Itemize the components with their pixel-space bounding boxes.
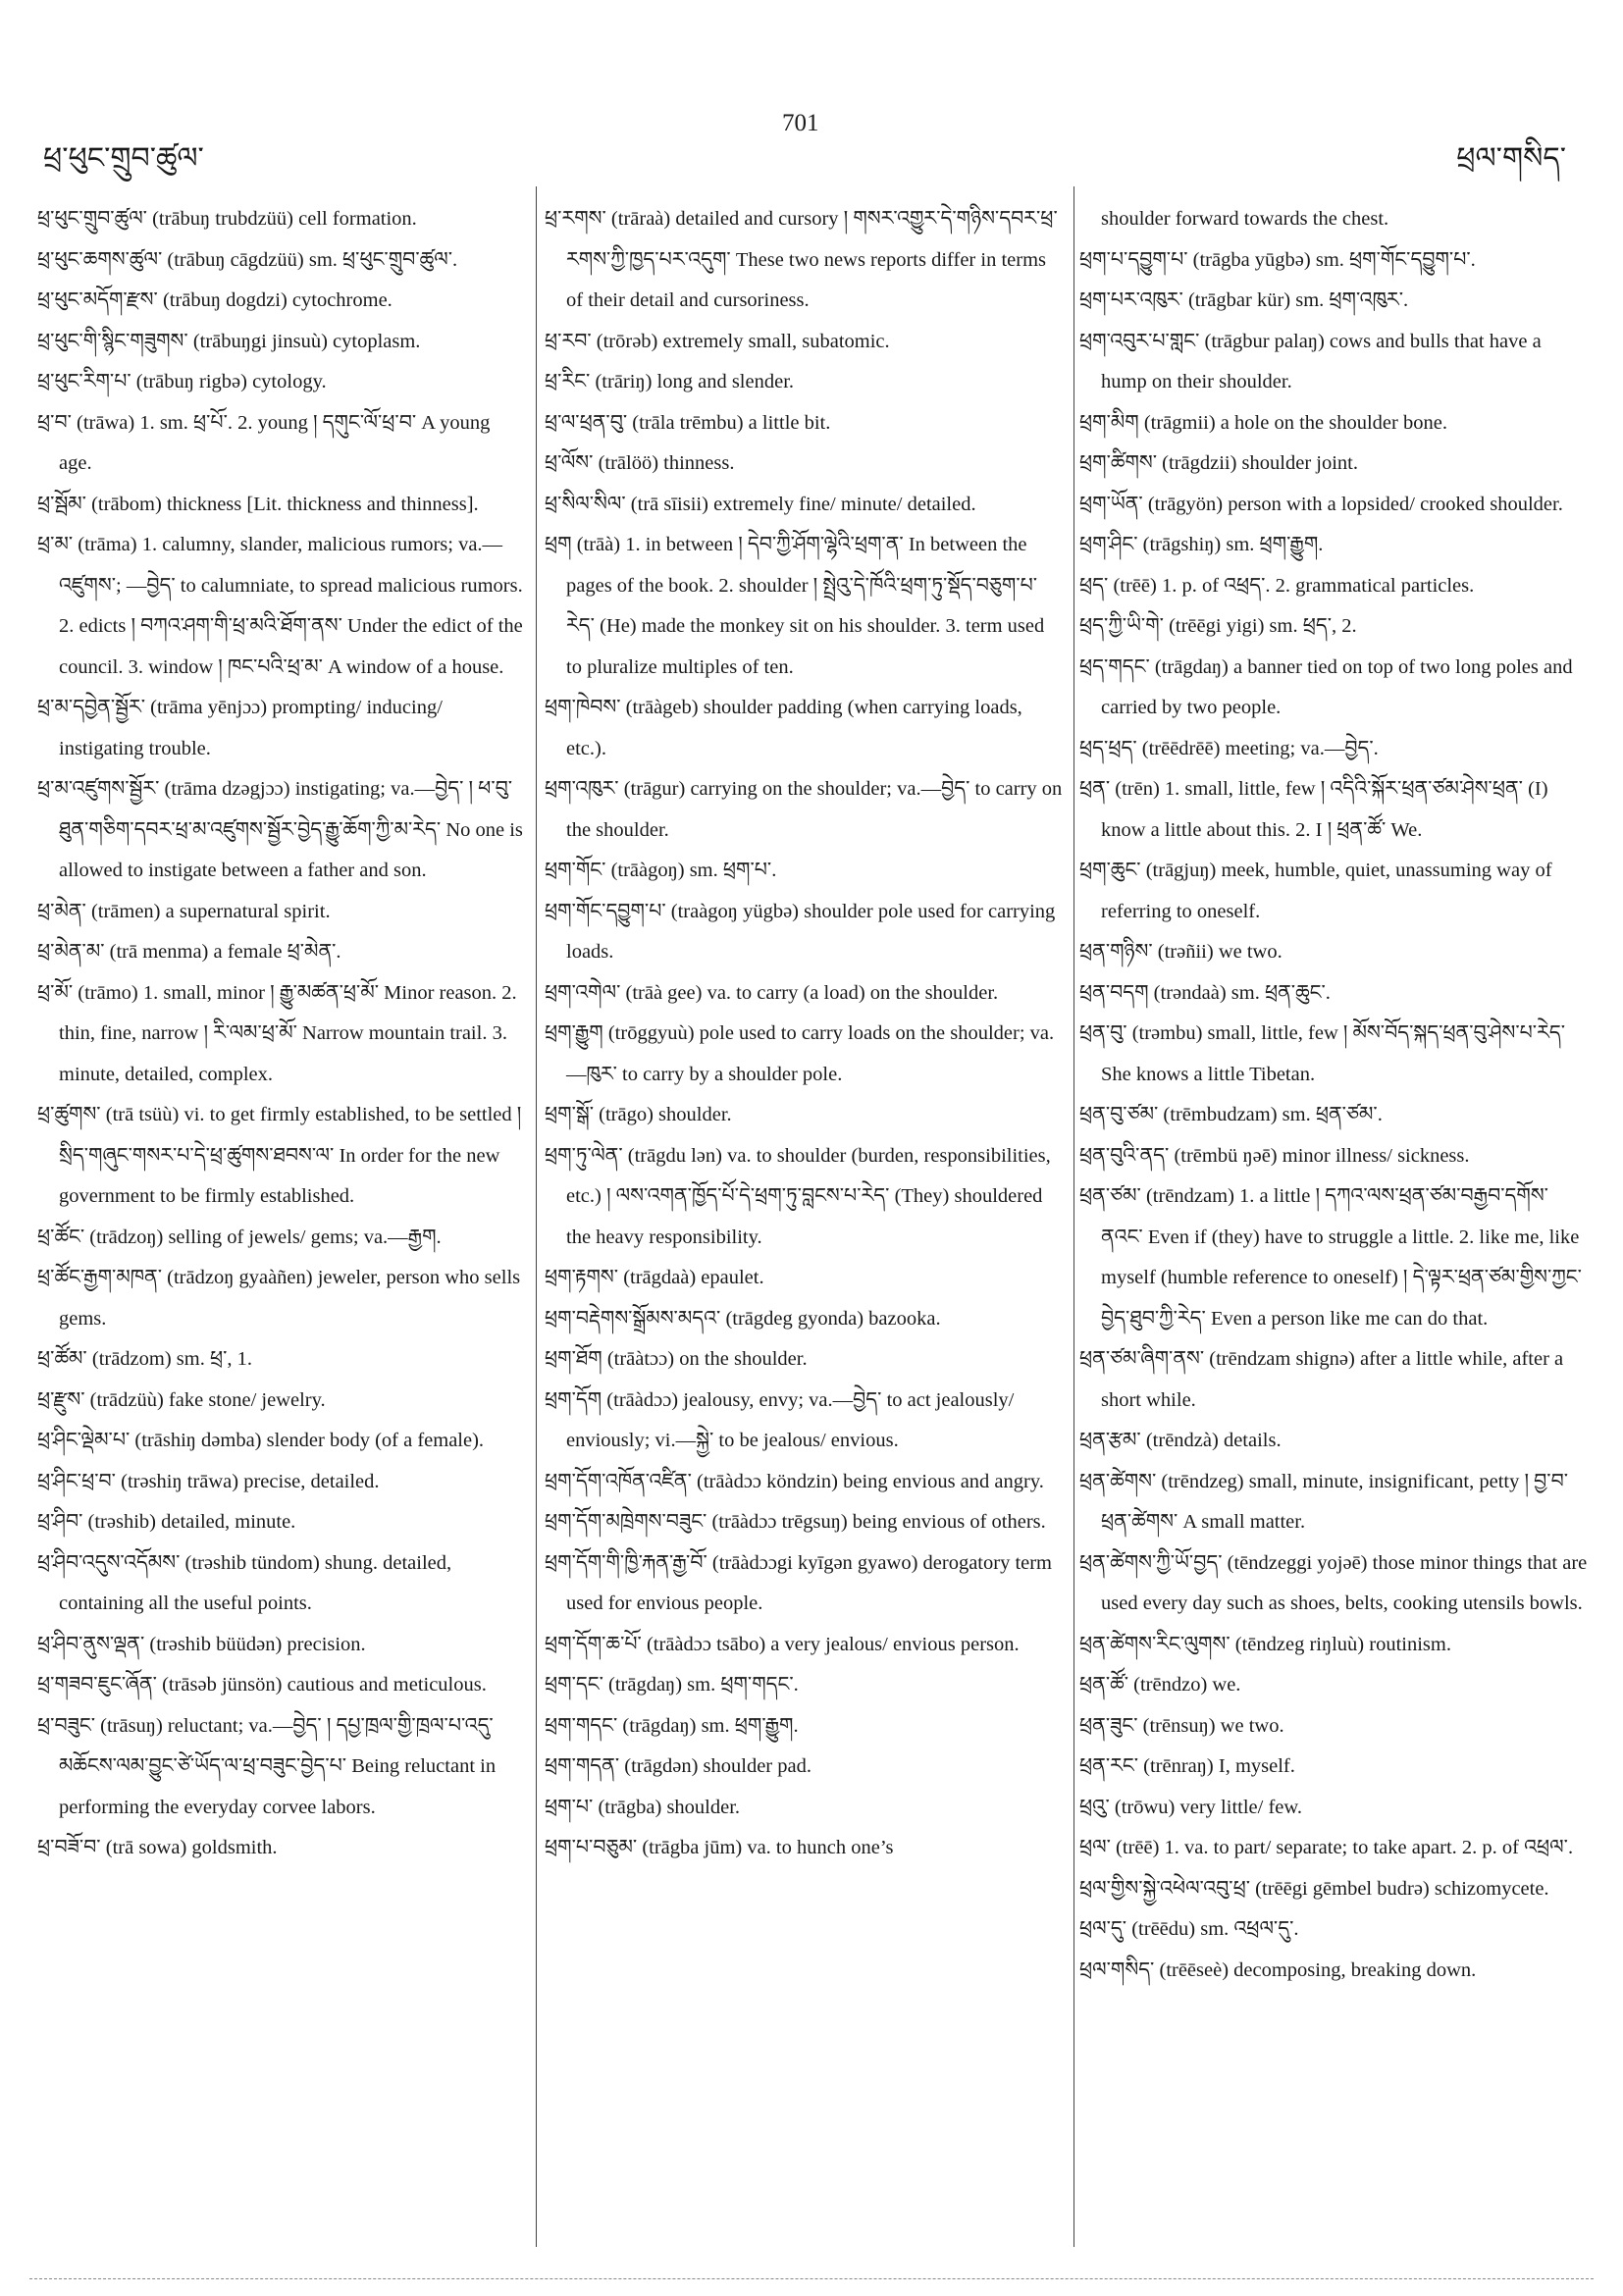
dictionary-entry: ཕྲ་ཤིང་ལྡེམ་པ་ (trāshiŋ dəmba) slender body (of a female).: [37, 1430, 485, 1451]
dictionary-entry: ཕྲ་བཟོ་བ་ (trā sowa) goldsmith.: [37, 1837, 278, 1858]
page-number: 701: [782, 110, 819, 136]
column-1: [37, 199, 528, 1869]
dictionary-entry: ཕྲ་གཟབ་ཇུང་ཞོན་ (trāsəb jünsön) cautious and meticulous.: [37, 1674, 487, 1696]
dictionary-entry: ཕྲལ་དུ་ (trēēdu) sm. འཕྲལ་དུ་.: [1079, 1918, 1299, 1940]
dictionary-entry: ཕྲ་ཕུང་གི་སྙིང་གཟུགས་ (trābuŋgi jinsuù) cytoplasm.: [37, 330, 421, 352]
dictionary-entry: ཕྲག་ཐོག (trāàtɔɔ) on the shoulder.: [545, 1348, 808, 1370]
running-header-right: ཕྲལ་གསིད་: [1456, 142, 1566, 175]
dictionary-entry: ཕྲའུ་ (trōwu) very little/ few.: [1079, 1796, 1302, 1818]
dictionary-entry: ཕྲ་ཕུང་གྲུབ་ཚུལ་ (trābuŋ trubdzüü) cell formation.: [37, 208, 417, 230]
dictionary-entry: ཕྲན་ཙམ་ཞིག་ནས་ (trēndzam shignə) after a little while, after a short while.: [1079, 1348, 1564, 1411]
column-2: [545, 199, 1065, 1869]
dictionary-entry: ཕྲག་དོག (trāàdɔɔ) jealousy, envy; va.—བྱེད་ to act jealously/ enviously; vi.—སྐྱེ་ to be jealous/ envious.: [545, 1388, 1015, 1451]
dictionary-entry: ཕྲལ་ (trēē) 1. va. to part/ separate; to take apart. 2. p. of འཕྲལ་.: [1079, 1837, 1574, 1858]
dictionary-entry: ཕྲག་དོག་འཁོན་འཛིན་ (trāàdɔɔ köndzin) being envious and angry.: [545, 1470, 1044, 1492]
dictionary-entry: ཕྲ་ཤིང་ཕྲ་བ་ (trəshiŋ trāwa) precise, detailed.: [37, 1470, 380, 1492]
dictionary-entry: ཕྲ་ཚོང་ (trādzoŋ) selling of jewels/ gems; va.—རྒྱག.: [37, 1226, 442, 1248]
dictionary-entry: ཕྲག་དོག་གི་ཁྱི་རྐན་རྒྱ་བོ་ (trāàdɔɔgi kyīgən gyawo) derogatory term used for envious people.: [545, 1551, 1053, 1614]
dictionary-entry: ཕྲག་ཁེབས་ (trāàgeb) shoulder padding (when carrying loads, etc.).: [545, 697, 1022, 759]
dictionary-entry: ཕྲ་ཕུང་རིག་པ་ (trābuŋ rigbə) cytology.: [37, 371, 327, 392]
dictionary-entry: ཕྲ་ལ་ཕྲན་བུ་ (trāla trēmbu) a little bit.: [545, 411, 831, 434]
dictionary-entry: ཕྲག་གདང་ (trāgdaŋ) sm. ཕྲག་རྒྱུག.: [545, 1714, 799, 1737]
dictionary-entry: ཕྲལ་གྱིས་སྐྱེ་འཕེལ་འབུ་ཕྲ་ (trēēgi gēmbel budrə) schizomycete.: [1079, 1877, 1549, 1900]
dictionary-entry: ཕྲལ་གསིད་ (trēēseè) decomposing, breaking down.: [1079, 1958, 1477, 1981]
dictionary-entry: ཕྲ་ཚུགས་ (trā tsüù) vi. to get firmly established, to be settled ། སྲིད་གཞུང་གསར་པ་དེ་ཕྲ་ཚུགས་ཐབས་ལ་ In order for the new government to be firmly established.: [37, 1104, 522, 1207]
dictionary-entry: ཕྲ་མེན་མ་ (trā menma) a female ཕྲ་མེན་.: [37, 941, 341, 963]
column-divider: [536, 186, 537, 2247]
dictionary-entry: ཕྲག་ཚིགས་ (trāgdzii) shoulder joint.: [1079, 452, 1358, 474]
dictionary-entry: ཕྲད་གདང་ (trāgdaŋ) a banner tied on top of two long poles and carried by two people.: [1079, 655, 1573, 718]
dictionary-entry: ཕྲ་བ་ (trāwa) 1. sm. ཕྲ་པོ་. 2. young ། དགུང་ལོ་ཕྲ་བ་ A young age.: [37, 411, 491, 474]
dictionary-entry: ཕྲན་ཚེགས་ (trēndzeg) small, minute, insignificant, petty ། བྱ་བ་ཕྲན་ཚེགས་ A small matter.: [1079, 1470, 1569, 1533]
dictionary-entry: ཕྲག་པ་བཅུམ་ (trāgba jūm) va. to hunch one’s: [545, 1837, 894, 1858]
dictionary-entry: ཕྲ་བཟུང་ (trāsuŋ) reluctant; va.—བྱེད་ ། དཔྱ་ཁྲལ་གྱི་ཁྲལ་པ་འདུ་མཆོངས་ལམ་བྱུང་ཙེ་ཡོད་ལ་ཕྲ་བཟུང་བྱེད་པ་ Being reluctant in performing the everyday corvee labors.: [37, 1714, 497, 1818]
dictionary-entry: ཕྲ་ཤིབ་ནུས་ལྡན་ (trəshib büüdən) precision.: [37, 1633, 366, 1655]
dictionary-entry: ཕྲན་ (trēn) 1. small, little, few ། འདིའི་སྐོར་ཕྲན་ཙམ་ཤེས་ཕྲན་ (I) know a little about this. 2. I ། ཕྲན་ཚོ་ We.: [1079, 778, 1548, 841]
dictionary-entry: ཕྲག་བརྡེགས་སྒྲོམས་མདའ་ (trāgdeg gyonda) bazooka.: [545, 1307, 941, 1330]
dictionary-entry: ཕྲ་མེན་ (trāmen) a supernatural spirit.: [37, 900, 331, 922]
dictionary-entry: ཕྲག་གདན་ (trāgdən) shoulder pad.: [545, 1755, 812, 1777]
dictionary-entry: ཕྲག་པར་འཁུར་ (trāgbar kür) sm. ཕྲག་འཁུར་.: [1079, 289, 1409, 311]
running-header-left: ཕྲ་ཕུང་གྲུབ་ཚུལ་: [43, 142, 204, 175]
dictionary-entry: ཕྲ་སྦོམ་ (trābom) thickness [Lit. thickness and thinness].: [37, 493, 479, 515]
dictionary-entry: ཕྲག་ཤིང་ (trāgshiŋ) sm. ཕྲག་རྒྱུག.: [1079, 534, 1324, 555]
dictionary-entry: ཕྲ་སིལ་སིལ་ (trā sīisii) extremely fine/ minute/ detailed.: [545, 493, 976, 515]
dictionary-entry: ཕྲག་དོག་ཆ་པོ་ (trāàdɔɔ tsābo) a very jealous/ envious person.: [545, 1633, 1020, 1655]
dictionary-entry: ཕྲ་མ་ (trāma) 1. calumny, slander, malicious rumors; va.—འཛུགས་; —བྱེད་ to calumniate, to spread malicious rumors. 2. edicts ། བཀའ་ཤག་གི་ཕྲ་མའི་ཐོག་ནས་ Under the edict of the council. 3. window ། ཁང་པའི་ཕྲ་མ་ A window of a house.: [37, 534, 523, 678]
dictionary-entry: ཕྲ་རབ་ (trōrəb) extremely small, subatomic.: [545, 330, 890, 352]
dictionary-entry: ཕྲག་དང་ (trāgdaŋ) sm. ཕྲག་གདང་.: [545, 1674, 799, 1696]
dictionary-entry: ཕྲག་ཡོན་ (trāgyön) person with a lopsided/ crooked shoulder.: [1079, 493, 1563, 515]
dictionary-entry: ཕྲག་དོག་མཁྲེགས་བཟུང་ (trāàdɔɔ trēgsuŋ) being envious of others.: [545, 1511, 1046, 1533]
dictionary-entry: ཕྲན་བདག (trəndaà) sm. ཕྲན་ཆུང་.: [1079, 981, 1331, 1004]
column-3: [1079, 199, 1590, 1991]
column-divider: [1073, 186, 1074, 2247]
dictionary-entry: ཕྲ་རགས་ (trāraà) detailed and cursory ། གསར་འགྱུར་དེ་གཉིས་དབར་ཕྲ་རགས་ཀྱི་ཁྱད་པར་འདུག་ These two news reports differ in terms of their detail and cursoriness.: [545, 208, 1058, 311]
dictionary-entry: ཕྲན་གཉིས་ (trəñii) we two.: [1079, 941, 1283, 963]
dictionary-entry: ཕྲག་རྒྱུག (trōggyuù) pole used to carry loads on the shoulder; va.—ཁུར་ to carry by a shoulder pole.: [545, 1022, 1055, 1085]
dictionary-entry: ཕྲན་བུ་ (trəmbu) small, little, few ། མོས་བོད་སྐད་ཕྲན་བུ་ཤེས་པ་རེད་ She knows a little Tibetan.: [1079, 1022, 1566, 1085]
dictionary-entry: ཕྲ་ཚོང་རྒྱག་མཁན་ (trādzoŋ gyaàñen) jeweler, person who sells gems.: [37, 1267, 521, 1330]
dictionary-entry: ཕྲན་ཙམ་ (trēndzam) 1. a little ། དཀའ་ལས་ཕྲན་ཙམ་བརྒྱབ་དགོས་ནའང་ Even if (they) have to struggle a little. 2. like me, like myself (humble reference to oneself) ། དེ་ལྟར་ཕྲན་ཙམ་གྱིས་ཀྱང་བྱེད་ཐུབ་ཀྱི་རེད་ Even a person like me can do that.: [1079, 1185, 1582, 1330]
dictionary-entry: ཕྲན་ཚེགས་ཀྱི་ཡོ་བྱད་ (tēndzeggi yojəē) those minor things that are used every day such as shoes, belts, cooking utensils bowls.: [1079, 1551, 1588, 1614]
dictionary-entry: ཕྲ་ཤིབ་ (trəshib) detailed, minute.: [37, 1511, 296, 1533]
dictionary-entry: ཕྲན་ཚེགས་རིང་ལུགས་ (tēndzeg riŋluù) routinism.: [1079, 1633, 1451, 1655]
dictionary-entry: ཕྲག་པ་དབྱུག་པ་ (trāgba yūgbə) sm. ཕྲག་གོང་དབྱུག་པ་.: [1079, 248, 1476, 271]
dictionary-entry: ཕྲ་མ་དབྱེན་སྦྱོར་ (trāma yēnjɔɔ) prompting/ inducing/ instigating trouble.: [37, 697, 443, 759]
dictionary-entry: ཕྲད་ཕྲད་ (trēēdrēē) meeting; va.—བྱེད་.: [1079, 737, 1379, 759]
dictionary-entry: ཕྲག་པ་ (trāgba) shoulder.: [545, 1796, 741, 1818]
dictionary-entry: ཕྲག་འབུར་པ་གླང་ (trāgbur palaŋ) cows and bulls that have a hump on their shoulder.: [1079, 330, 1542, 392]
dictionary-entry: ཕྲན་རང་ (trēnraŋ) I, myself.: [1079, 1755, 1295, 1777]
dictionary-entry: ཕྲ་ཕུང་མདོག་རྫས་ (trābuŋ dogdzi) cytochrome.: [37, 289, 393, 311]
dictionary-entry: ཕྲན་ཚོ་ (trēndzo) we.: [1079, 1674, 1241, 1696]
dictionary-entry: ཕྲག་འགེལ་ (trāà gee) va. to carry (a load) on the shoulder.: [545, 981, 999, 1004]
dictionary-entry: ཕྲན་བུ་ཙམ་ (trēmbudzam) sm. ཕྲན་ཙམ་.: [1079, 1104, 1383, 1125]
bottom-scan-line: [29, 2278, 1594, 2279]
dictionary-entry: ཕྲག (trāà) 1. in between ། དེབ་ཀྱི་ཤོག་ལྷེའི་ཕྲག་ན་ In between the pages of the book. 2. shoulder ། སྤྲེའུ་དེ་ཁོའི་ཕྲག་ཏུ་སྡོད་བཅུག་པ་རེད་ (He) made the monkey sit on his shoulder. 3. term used to pluralize multiples of ten.: [545, 534, 1045, 678]
dictionary-entry: shoulder forward towards the chest.: [1101, 208, 1389, 230]
dictionary-entry: ཕྲག་འཁུར་ (trāgur) carrying on the shoulder; va.—བྱེད་ to carry on the shoulder.: [545, 778, 1063, 841]
dictionary-entry: ཕྲ་ཕུང་ཆགས་ཚུལ་ (trābuŋ cāgdzüü) sm. ཕྲ་ཕུང་གྲུབ་ཚུལ་.: [37, 248, 458, 271]
dictionary-entry: ཕྲ་མོ་ (trāmo) 1. small, minor ། རྒྱུ་མཚན་ཕྲ་མོ་ Minor reason. 2. thin, fine, narrow ། རི་ལམ་ཕྲ་མོ་ Narrow mountain trail. 3. minute, detailed, complex.: [37, 981, 517, 1085]
dictionary-entry: ཕྲན་རྩམ་ (trēndzà) details.: [1079, 1430, 1282, 1451]
dictionary-entry: ཕྲ་ཚོམ་ (trādzom) sm. ཕྲ་, 1.: [37, 1348, 253, 1370]
dictionary-entry: ཕྲག་སྒོ་ (trāgo) shoulder.: [545, 1104, 732, 1125]
dictionary-entry: ཕྲ་ལོས་ (trālöö) thinness.: [545, 452, 735, 474]
dictionary-entry: ཕྲག་གོང་དབྱུག་པ་ (traàgoŋ yügbə) shoulder pole used for carrying loads.: [545, 900, 1056, 963]
dictionary-entry: ཕྲག་ཏུ་ལེན་ (trāgdu lən) va. to shoulder (burden, responsibilities, etc.) ། ལས་འགན་ཁྱོད་པོ་དེ་ཕྲག་ཏུ་བླངས་པ་རེད་ (They) shouldered the heavy responsibility.: [545, 1144, 1051, 1248]
dictionary-entry: ཕྲན་ཟུང་ (trēnsuŋ) we two.: [1079, 1714, 1284, 1737]
dictionary-entry: ཕྲ་མ་འཛུགས་སྦྱོར་ (trāma dzəgjɔɔ) instigating; va.—བྱེད་ ། ཕ་བུ་ཐུན་གཅིག་དབར་ཕྲ་མ་འཛུགས་སྦྱོར་བྱེད་རྒྱུ་ཆོག་ཀྱི་མ་རེད་ No one is allowed to instigate between a father and son.: [37, 778, 523, 881]
dictionary-entry: ཕྲ་རྫུས་ (trādzüù) fake stone/ jewelry.: [37, 1388, 326, 1411]
dictionary-entry: ཕྲན་བུའི་ནད་ (trēmbü ŋəē) minor illness/ sickness.: [1079, 1144, 1470, 1167]
dictionary-entry: ཕྲད་ཀྱི་ཡི་གེ་ (trēēgi yigi) sm. ཕྲད་, 2.: [1079, 615, 1357, 637]
dictionary-entry: ཕྲད་ (trēē) 1. p. of འཕྲད་. 2. grammatical particles.: [1079, 574, 1475, 597]
dictionary-entry: ཕྲག་མིག (trāgmii) a hole on the shoulder bone.: [1079, 411, 1447, 434]
dictionary-entry: ཕྲག་གོང་ (trāàgoŋ) sm. ཕྲག་པ་.: [545, 860, 777, 881]
dictionary-entry: ཕྲག་ཆུང་ (trāgjuŋ) meek, humble, quiet, unassuming way of referring to oneself.: [1079, 860, 1552, 922]
dictionary-entry: ཕྲག་རྟགས་ (trāgdaà) epaulet.: [545, 1267, 764, 1288]
dictionary-entry: ཕྲ་ཤིབ་འདུས་འདོམས་ (trəshib tündom) shung. detailed, containing all the useful points.: [37, 1551, 452, 1614]
dictionary-entry: ཕྲ་རིང་ (trāriŋ) long and slender.: [545, 371, 795, 392]
